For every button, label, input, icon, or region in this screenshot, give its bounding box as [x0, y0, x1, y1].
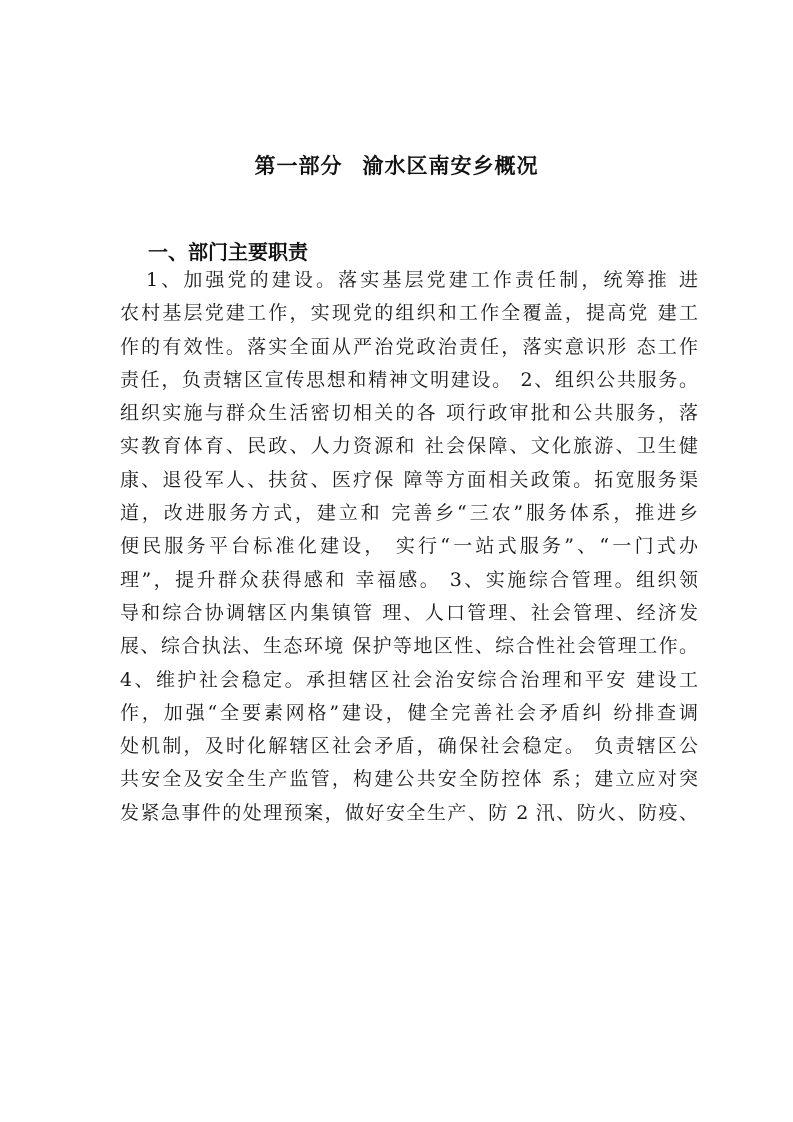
text-line: 作，加强“全要素网格”建设，健全完善社会矛盾纠 纷排查调	[120, 701, 698, 724]
page-title	[0, 150, 793, 180]
title-part: 第一部分	[254, 154, 343, 178]
title-name: 渝水区南安乡概况	[362, 154, 539, 178]
text-line: 康、退役军人、扶贫、医疗保 障等方面相关政策。拓宽服务渠	[120, 468, 698, 491]
text-line: 道，改进服务方式，建立和 完善乡“三农”服务体系，推进乡	[120, 502, 698, 525]
text-line: 实教育体育、民政、人力资源和 社会保障、文化旅游、卫生健	[120, 435, 698, 458]
text-line: 展、综合执法、生态环境 保护等地区性、综合性社会管理工作。	[120, 635, 698, 658]
text-line: 发紧急事件的处理预案，做好安全生产、防 2 汛、防火、防疫、	[120, 801, 698, 824]
body-paragraph	[120, 264, 698, 830]
text-line: 处机制，及时化解辖区社会矛盾，确保社会稳定。 负责辖区公	[120, 735, 698, 758]
text-line: 农村基层党建工作，实现党的组织和工作全覆盖，提高党 建工	[120, 302, 698, 325]
text-line: 作的有效性。落实全面从严治党政治责任，落实意识形 态工作	[120, 335, 698, 358]
text-line: 导和综合协调辖区内集镇管 理、人口管理、社会管理、经济发	[120, 601, 698, 624]
text-line: 共安全及安全生产监管，构建公共安全防控体 系；建立应对突	[120, 768, 698, 791]
text-line: 组织实施与群众生活密切相关的各 项行政审批和公共服务，落	[120, 402, 698, 425]
section-heading: 一、部门主要职责	[148, 240, 308, 264]
text-line: 责任，负责辖区宣传思想和精神文明建设。 2、组织公共服务。	[120, 368, 698, 391]
text-line: 理”，提升群众获得感和 幸福感。 3、实施综合管理。组织领	[120, 568, 698, 591]
text-line: 4、维护社会稳定。承担辖区社会治安综合治理和平安 建设工	[120, 668, 698, 691]
text-line: 1、加强党的建设。落实基层党建工作责任制，统筹推 进	[146, 269, 698, 291]
text-line: 便民服务平台标准化建设， 实行“一站式服务”、“一门式办	[120, 535, 698, 558]
